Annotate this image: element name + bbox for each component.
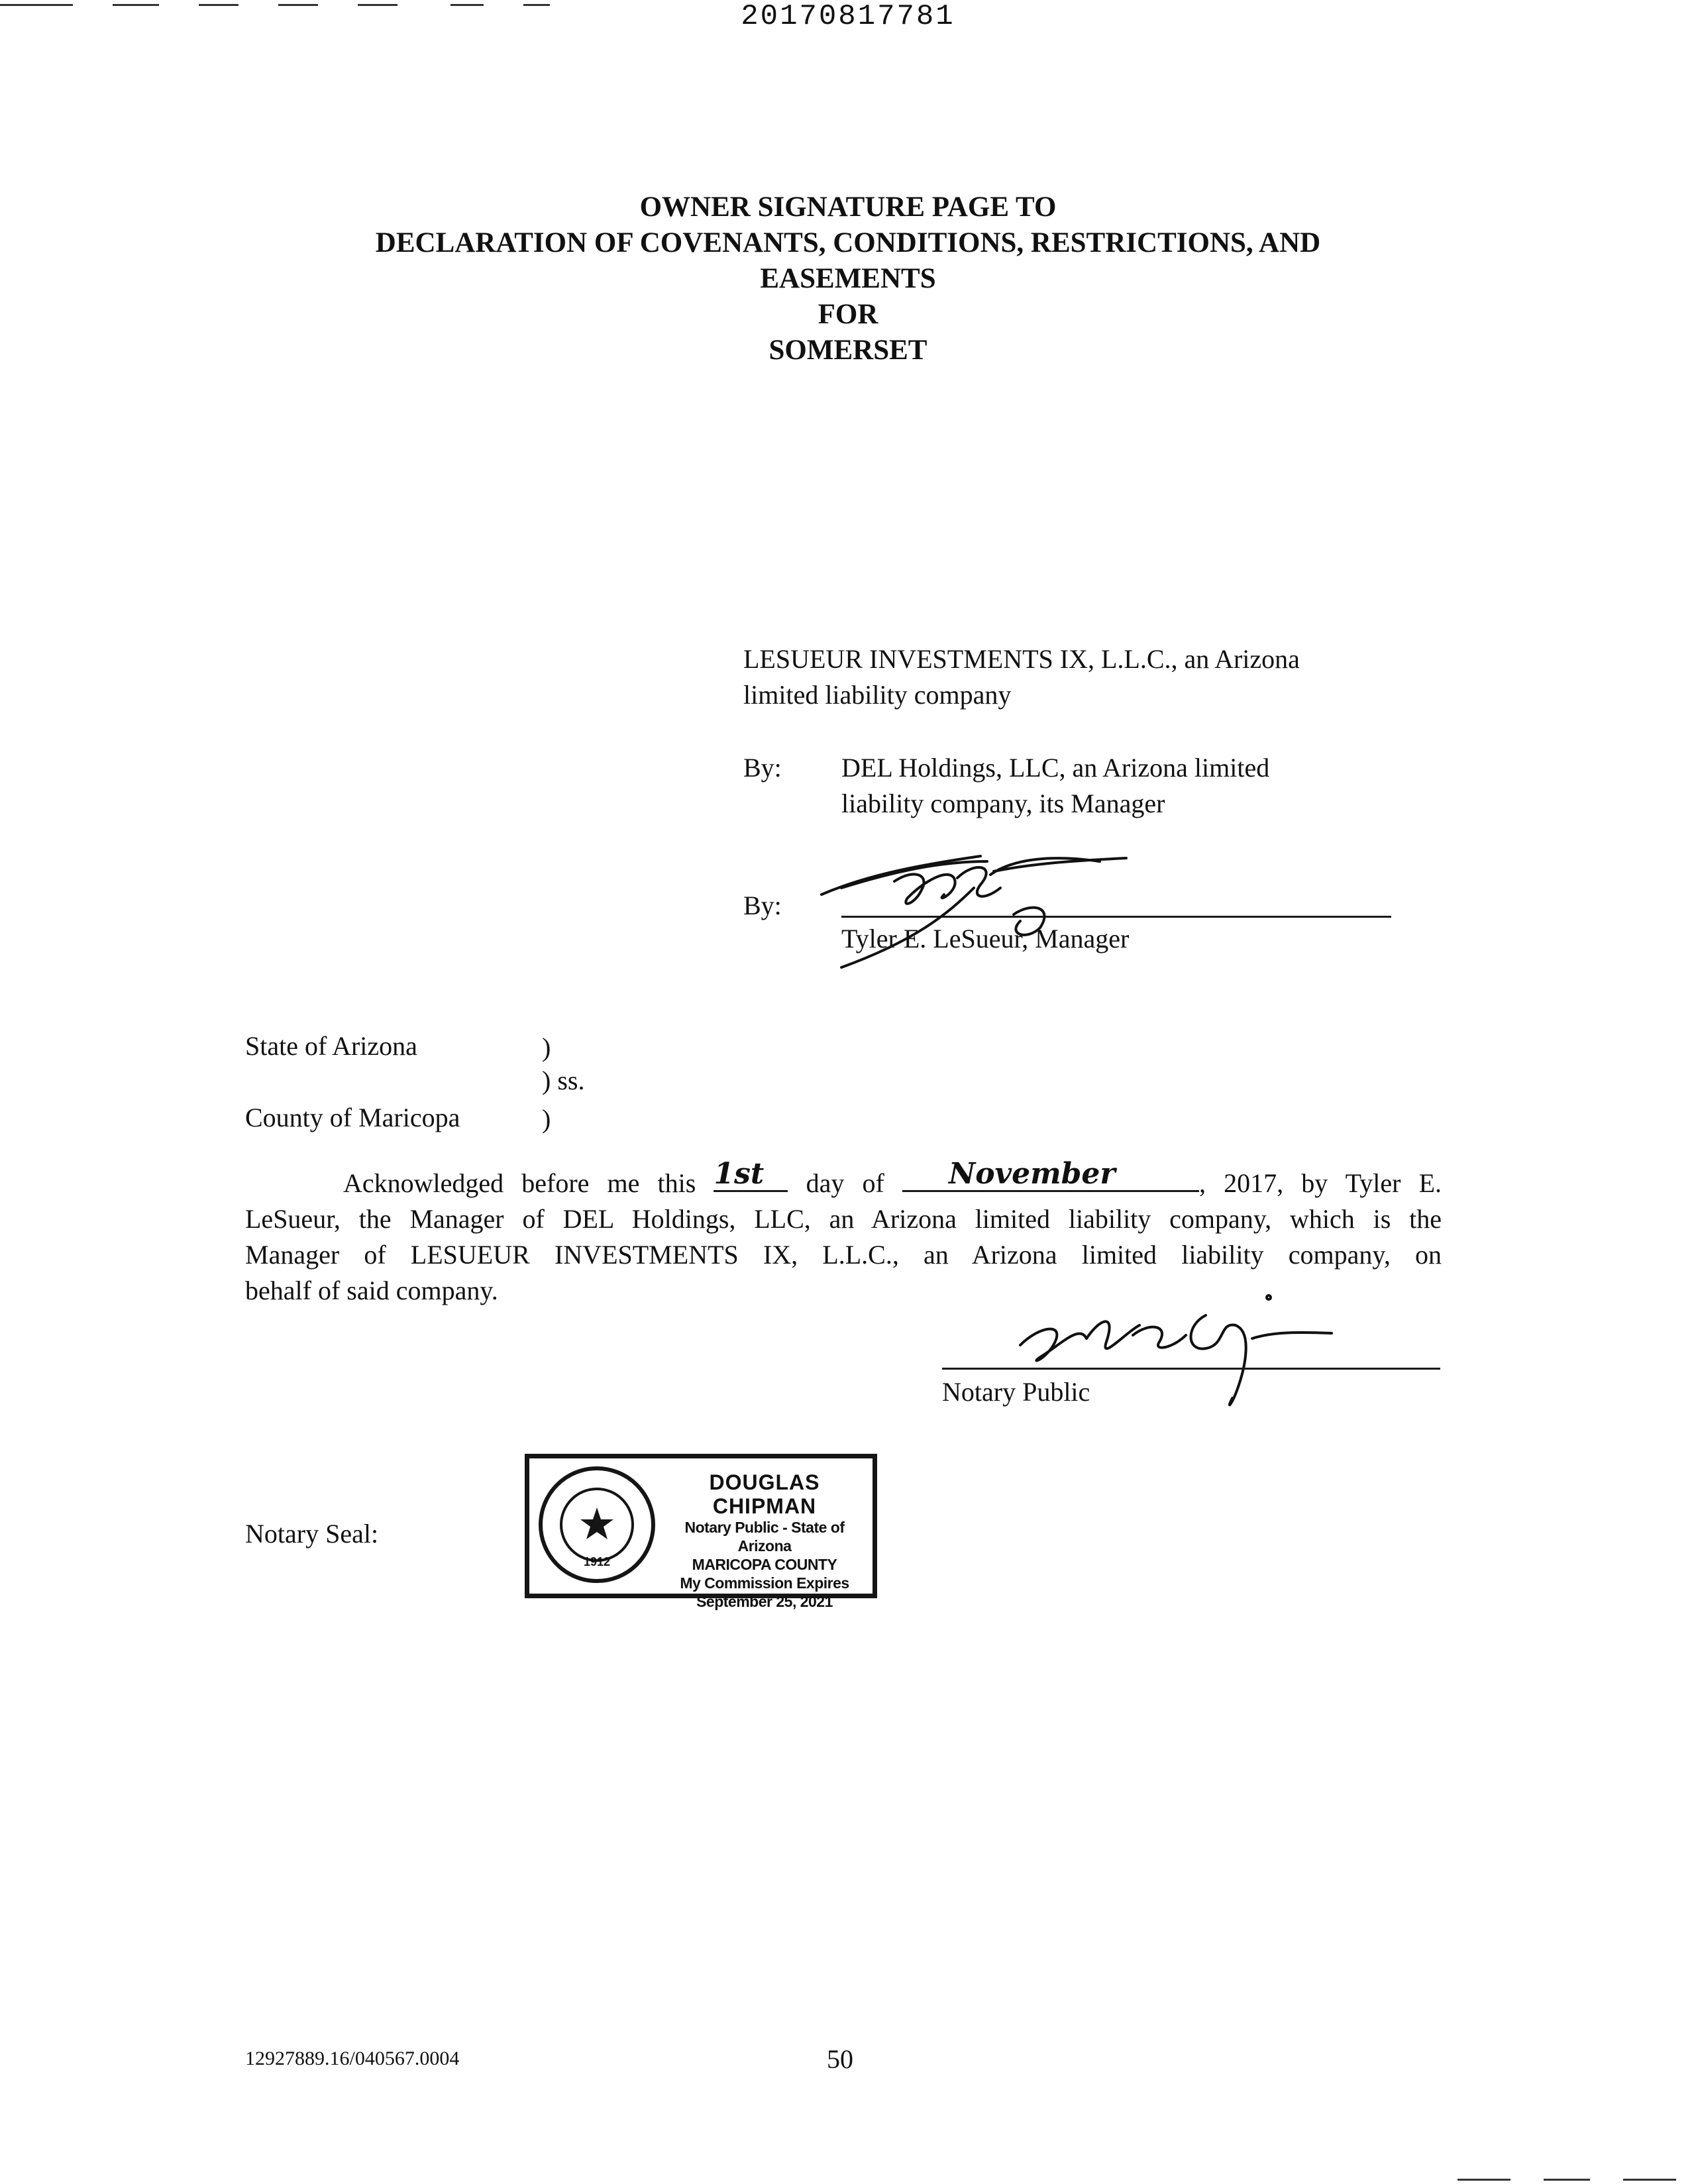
- title-line: OWNER SIGNATURE PAGE TO: [639, 191, 1057, 223]
- company-line: limited liability company: [743, 680, 1012, 710]
- recording-number: 20170817781: [741, 0, 955, 33]
- notary-public-label: Notary Public: [942, 1377, 1090, 1407]
- handwritten-month: November: [948, 1157, 1116, 1191]
- title-line: EASEMENTS: [760, 263, 936, 294]
- title-line: FOR: [818, 299, 878, 330]
- seal-line: My Commission Expires: [680, 1574, 849, 1592]
- acknowledgment-line: [245, 1157, 1442, 1201]
- seal-year: 1912: [583, 1555, 611, 1568]
- document-id: 12927889.16/040567.0004: [245, 2048, 460, 2069]
- seal-text: [659, 1470, 870, 1611]
- manager-entity: [841, 750, 1438, 822]
- acknowledgment-line: behalf of said company.: [245, 1276, 498, 1305]
- seal-line: September 25, 2021: [696, 1593, 833, 1610]
- signer-title: Tyler E. LeSueur, Manager: [841, 924, 1130, 954]
- venue-bracket: ): [542, 1032, 551, 1062]
- seal-line: MARICOPA COUNTY: [692, 1556, 837, 1573]
- venue-state: State of Arizona: [245, 1031, 417, 1061]
- notary-seal-stamp: [525, 1454, 877, 1610]
- notary-signature-line: [942, 1368, 1440, 1370]
- notary-name: DOUGLAS CHIPMAN: [709, 1470, 820, 1518]
- day-blank: [714, 1157, 788, 1192]
- scan-edge-mark: [1544, 2179, 1590, 2181]
- state-seal-star-icon: [577, 1505, 617, 1545]
- handwritten-day: 1st: [714, 1157, 765, 1191]
- manager-line: liability company, its Manager: [841, 789, 1165, 818]
- page-number: 50: [827, 2044, 853, 2074]
- by-label: By:: [743, 753, 782, 783]
- venue-county: County of Maricopa: [245, 1103, 460, 1132]
- acknowledgment-line: Manager of LESUEUR INVESTMENTS IX, L.L.C., an Arizona limited liability company, on: [245, 1240, 1442, 1270]
- document-title: [0, 190, 1696, 368]
- notary-seal-label: Notary Seal:: [245, 1519, 379, 1549]
- venue-ss: ) ss.: [542, 1065, 585, 1095]
- by-label-signature: By:: [743, 891, 782, 920]
- scan-edge-mark: [1623, 2179, 1676, 2181]
- company-line: LESUEUR INVESTMENTS IX, L.L.C., an Arizona: [743, 644, 1300, 674]
- scan-edge-mark: [1458, 2179, 1510, 2181]
- company-name: [743, 641, 1406, 713]
- handwritten-signature: [815, 842, 1159, 974]
- ack-text: day of: [806, 1168, 884, 1198]
- acknowledgment-line: LeSueur, the Manager of DEL Holdings, LLC, an Arizona limited liability company, which is the: [245, 1204, 1442, 1234]
- ack-text: , 2017, by Tyler E.: [1198, 1168, 1442, 1198]
- title-line: DECLARATION OF COVENANTS, CONDITIONS, RESTRICTIONS, AND: [375, 227, 1321, 258]
- venue-bracket: ): [542, 1104, 551, 1134]
- title-line: SOMERSET: [768, 335, 928, 366]
- manager-line: DEL Holdings, LLC, an Arizona limited: [841, 753, 1270, 783]
- month-blank: [902, 1157, 1199, 1192]
- ack-text: Acknowledged before me this: [343, 1168, 696, 1198]
- state-seal-emblem: [539, 1466, 655, 1583]
- seal-line: Notary Public - State of Arizona: [684, 1519, 845, 1555]
